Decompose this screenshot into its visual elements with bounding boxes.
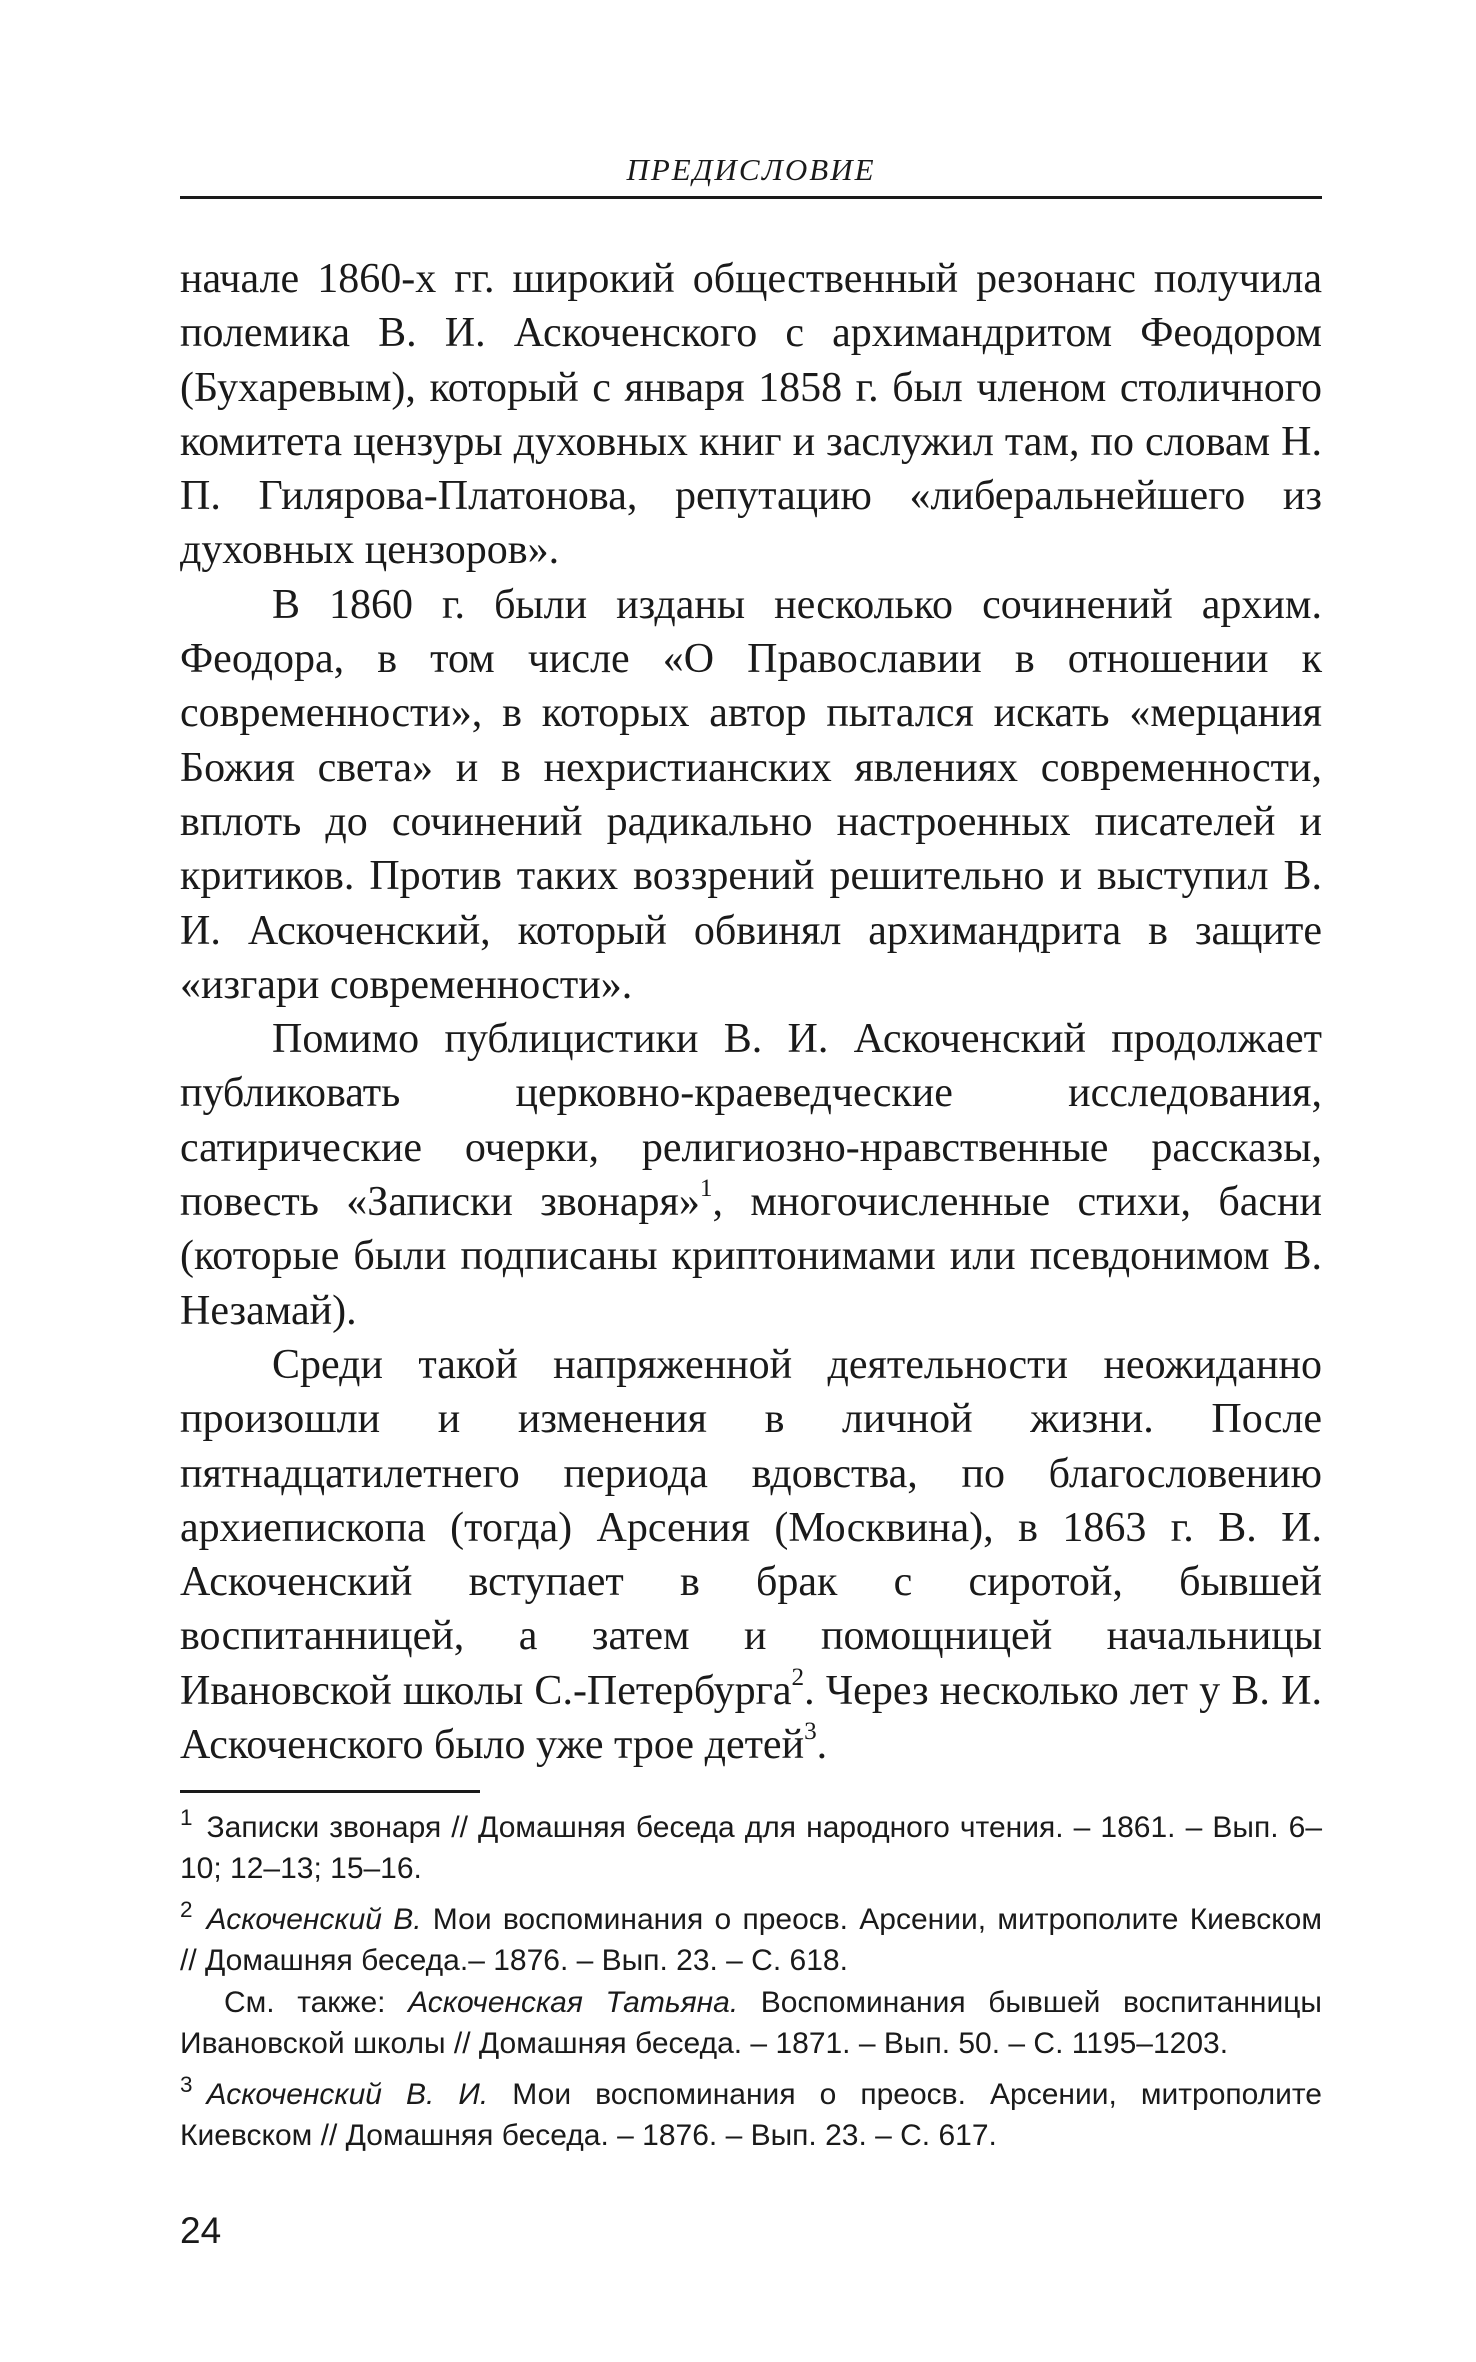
footnote-2-continuation [180,1983,1322,2064]
paragraph-4-text-a: Среди такой напряженной деятельности неожиданно произошли и изменения в личной жизни. После пятнадцатилетнего периода вдовства, по благословению архиепископа (тогда) Арсения (Москвина), в 1863 г. В. И. Аскоченский вступает в брак с сиротой, бывшей воспитанницей, а затем и помощницей начальницы Ивановской школы С.-Петербурга [180,1341,1322,1714]
page-number: 24 [180,2210,222,2251]
footnote-1 [180,1804,1322,1889]
footnote-2b-lead: См. также: [224,1986,409,2019]
footnote-3-number: 3 [180,2071,193,2097]
footnote-1-number: 1 [180,1804,193,1830]
paragraph-4-text-c: . [816,1722,828,1769]
footnote-2-author: Аскоченский В. [206,1903,422,1936]
footnote-1-text: Записки звонаря // Домашняя беседа для народного чтения. – 1861. – Вып. 6–10; 12–13; 15–16. [180,1811,1322,1885]
paragraph-3-text-a: Помимо публицистики В. И. Аскоченский продолжает публиковать церковно-краеведческие исследования, сатирические очерки, религиозно-нравственные рассказы, повесть «Записки звонаря» [180,1016,1322,1226]
paragraph-3 [180,1012,1322,1338]
footnote-2 [180,1896,1322,1981]
footnote-3 [180,2071,1322,2156]
running-title: ПРЕДИСЛОВИЕ [626,152,876,187]
paragraph-3-text-b: , многочисленные стихи, басни (которые были подписаны криптонимами или псевдонимом В. Незамай). [180,1179,1323,1334]
footnote-2-text: Мои воспоминания о преосв. Арсении, митрополите Киевском // Домашняя беседа.– 1876. – Вып. 23. – С. 618. [180,1903,1322,1977]
footnote-2b-text: Воспоминания бывшей воспитанницы Ивановской школы // Домашняя беседа. – 1871. – Вып. 50. – С. 1195–1203. [180,1986,1322,2060]
main-text [180,252,1322,1772]
paragraph-1: начале 1860-х гг. широкий общественный резонанс получила полемика В. И. Аскоченского с архимандритом Феодором (Бухаревым), который с января 1858 г. был членом столичного комитета цензуры духовных книг и заслужил там, по словам Н. П. Гилярова-Платонова, репутацию «либеральнейшего из духовных цензоров». [180,256,1322,574]
paragraph-4-text-b: . Через несколько лет у В. И. Аскоченского было уже трое детей [180,1667,1322,1769]
footnote-3-text: Мои воспоминания о преосв. Арсении, митрополите Киевском // Домашняя беседа. – 1876. – Вып. 23. – С. 617. [180,2078,1322,2152]
paragraph-2: В 1860 г. были изданы несколько сочинений архим. Феодора, в том числе «О Православии в отношении к современности», в которых автор пытался искать «мерцания Божия света» и в нехристианских явлениях современности, вплоть до сочинений радикально настроенных писателей и критиков. Против таких воззрений решительно и выступил В. И. Аскоченский, который обвинял архимандрита в защите «изгари современности». [180,581,1322,1008]
footnote-ref-2: 2 [791,1663,805,1691]
footnote-2-number: 2 [180,1896,193,1922]
footnote-ref-1: 1 [699,1175,713,1203]
header-rule [180,196,1322,199]
footnote-2b-author: Аскоченская Татьяна. [408,1986,739,2019]
footnote-ref-3: 3 [804,1718,817,1746]
footnote-3-author: Аскоченский В. И. [206,2078,489,2111]
paragraph-4 [180,1338,1322,1772]
footnote-separator [180,1790,480,1793]
footnotes [180,1804,1322,2167]
